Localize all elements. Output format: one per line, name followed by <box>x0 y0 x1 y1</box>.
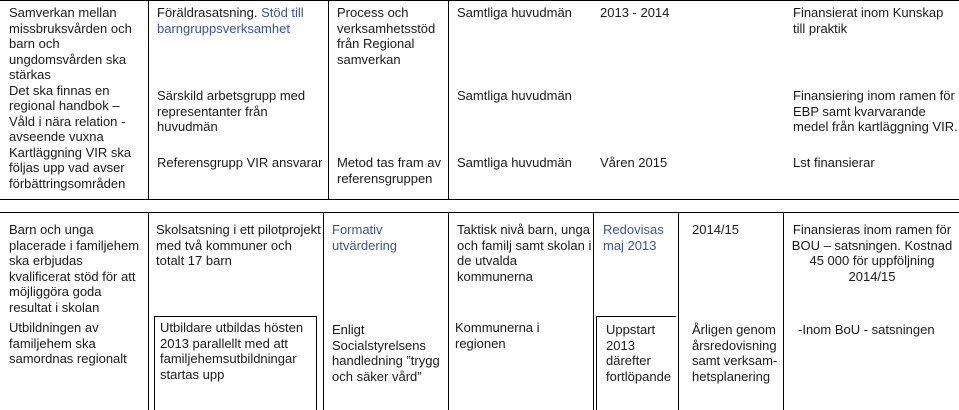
table1-method-cell: Process och verksamhetsstöd från Regional samverkan <box>337 5 436 67</box>
table2-goal-cell: Utbildningen av familjehem ska samordnas regionalt <box>9 320 127 366</box>
table1-divider <box>448 0 449 200</box>
table2-inner-box-line <box>596 316 597 410</box>
table1-responsible-cell: Samtliga huvudmän <box>457 155 572 170</box>
table2-divider <box>593 212 594 410</box>
table1-activity-link-text: Stöd till barngruppsverksamhet <box>157 5 304 36</box>
table1-funding-cell: Finansierat inom Kunskap till praktik <box>793 5 944 36</box>
table2-divider <box>448 212 449 410</box>
table1-activity-text: Föräldrasatsning. <box>157 5 262 20</box>
table2-goal-cell: Barn och unga placerade i familjehem ska erbjudas kvalificerat stöd för att möjliggöra goda resultat i skolan <box>9 222 140 315</box>
table2-time-cell: Uppstart 2013 därefter fortlöpande <box>606 322 672 384</box>
table2-responsible-cell: Taktisk nivå barn, unga och familj samt skolan i de utvalda kommunerna <box>457 222 592 284</box>
table1-responsible-cell: Samtliga huvudmän <box>457 5 572 20</box>
table2-activity-cell: Skolsatsning i ett pilotprojekt med två kommuner och totalt 17 barn <box>156 222 321 268</box>
table1-activity-cell: Referensgrupp VIR ansvarar <box>157 155 323 170</box>
table2-inner-box-line <box>316 316 317 410</box>
table2-followup-cell: 2014/15 <box>692 222 739 237</box>
table2-top-border <box>0 212 959 213</box>
table2-inner-box-line <box>154 316 316 317</box>
table2-responsible-cell: Kommunerna i regionen <box>455 320 540 351</box>
table1-funding-cell: Finansiering inom ramen för EBP samt kvarvarande medel från kartläggning VIR. <box>793 88 958 134</box>
table2-divider <box>148 212 149 410</box>
table1-goal-cell: Samverkan mellan missbruksvården och barn och ungdomsvården ska stärkas Det ska finnas en regional handbok – Våld i nära relation - avseende vuxna Kartläggning VIR ska följas upp vad avser förbättringsområden <box>9 5 132 191</box>
table1-divider <box>328 0 329 200</box>
table2-divider <box>678 212 679 410</box>
table2-divider <box>783 212 784 410</box>
table2-inner-box-line <box>596 316 676 317</box>
table1-funding-cell: Lst finansierar <box>793 155 875 170</box>
table1-top-border <box>0 0 959 1</box>
table2-divider <box>323 212 324 410</box>
table1-activity-cell: Särskild arbetsgrupp med representanter från huvudmän <box>157 88 306 134</box>
table2-funding-cell: -Inom BoU - satsningen <box>798 322 935 337</box>
table1-time-cell: Våren 2015 <box>600 155 668 170</box>
table1-method-cell: Metod tas fram av referensgruppen <box>337 155 442 186</box>
table2-activity-cell: Utbildare utbildas hösten 2013 parallellt med att familjehemsutbildningar startas upp <box>160 320 304 382</box>
table1-bottom-border <box>0 199 959 200</box>
table1-activity-cell <box>157 5 327 36</box>
table2-followup-cell: Årligen genom årsredovisning samt verksam- hetsplanering <box>692 322 778 384</box>
table1-time-cell: 2013 - 2014 <box>600 5 670 20</box>
table2-method-cell: Formativ utvärdering <box>332 222 398 253</box>
table1-responsible-cell: Samtliga huvudmän <box>457 88 572 103</box>
table2-method-cell: Enligt Socialstyrelsens handledning ”trygg och säker vård” <box>332 322 440 384</box>
table1-divider <box>148 0 149 200</box>
table2-funding-cell: Finansieras inom ramen för BOU – satsningen. Kostnad 45 000 för uppföljning 2014/15 <box>791 222 953 284</box>
table2-time-cell: Redovisas maj 2013 <box>603 222 664 253</box>
table2-inner-box-line <box>154 316 155 410</box>
